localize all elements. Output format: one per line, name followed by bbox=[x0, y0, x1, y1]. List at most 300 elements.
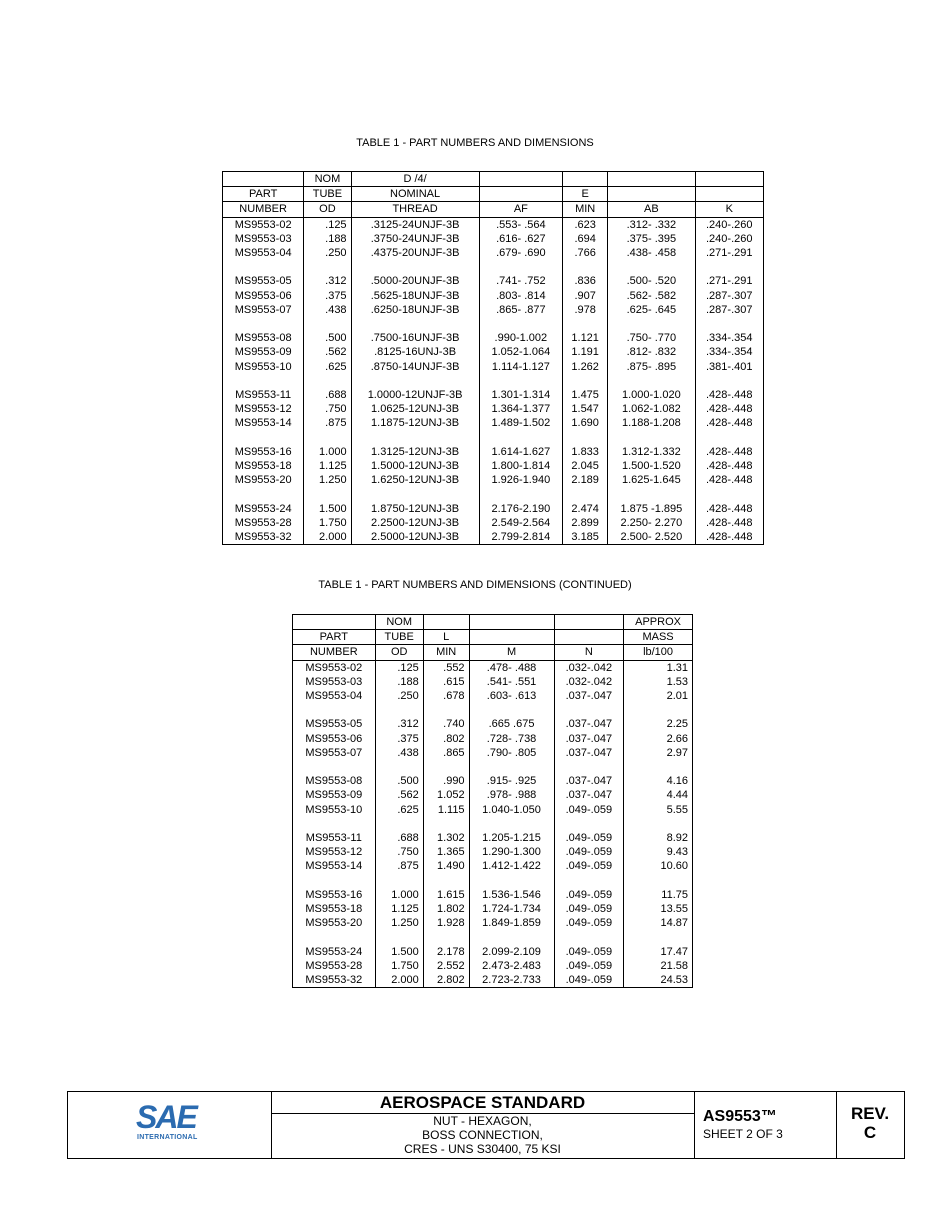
column-header: AB bbox=[608, 202, 695, 217]
column-header bbox=[479, 187, 563, 202]
table-cell: 21.58 bbox=[624, 959, 693, 973]
group-spacer bbox=[223, 260, 764, 274]
table-cell: 1.312-1.332 bbox=[608, 445, 695, 459]
title-block bbox=[67, 1091, 905, 1159]
table-cell: 1.928 bbox=[423, 916, 469, 930]
table-cell: .5000-20UNJF-3B bbox=[351, 274, 479, 288]
table-cell: MS9553-18 bbox=[293, 902, 376, 916]
table-cell: MS9553-16 bbox=[223, 445, 304, 459]
table-cell: .375- .395 bbox=[608, 232, 695, 246]
table-row bbox=[293, 973, 693, 988]
column-header: K bbox=[695, 202, 764, 217]
table-cell: 1.926-1.940 bbox=[479, 473, 563, 487]
table-row bbox=[223, 274, 764, 288]
table-cell: .5625-18UNJF-3B bbox=[351, 289, 479, 303]
description-line: CRES - UNS S30400, 75 KSI bbox=[404, 1142, 561, 1156]
column-header bbox=[563, 172, 608, 187]
table-cell: .978- .988 bbox=[469, 788, 554, 802]
table-cell: .562 bbox=[375, 788, 423, 802]
table-cell: MS9553-08 bbox=[293, 774, 376, 788]
table-cell: .766 bbox=[563, 246, 608, 260]
table-cell: 1.1875-12UNJ-3B bbox=[351, 416, 479, 430]
table-cell: MS9553-32 bbox=[223, 530, 304, 545]
table-cell: .616- .627 bbox=[479, 232, 563, 246]
table-cell: 1.062-1.082 bbox=[608, 402, 695, 416]
table-row bbox=[223, 331, 764, 345]
table-cell: 13.55 bbox=[624, 902, 693, 916]
table-cell: 1.875 -1.895 bbox=[608, 502, 695, 516]
table-cell: .978 bbox=[563, 303, 608, 317]
table-cell: 1.115 bbox=[423, 803, 469, 817]
table-cell: 1.302 bbox=[423, 831, 469, 845]
table-cell: .271-.291 bbox=[695, 246, 764, 260]
table-cell: 2.66 bbox=[624, 732, 693, 746]
table-cell: 2.099-2.109 bbox=[469, 945, 554, 959]
table-cell: .240-.260 bbox=[695, 232, 764, 246]
table-cell: MS9553-14 bbox=[293, 859, 376, 873]
table-cell: MS9553-12 bbox=[223, 402, 304, 416]
table-cell: .802 bbox=[423, 732, 469, 746]
table-cell: 1.0000-12UNJF-3B bbox=[351, 388, 479, 402]
table-row bbox=[223, 246, 764, 260]
table-cell: MS9553-07 bbox=[223, 303, 304, 317]
table-cell: 2.500- 2.520 bbox=[608, 530, 695, 545]
revision-value: C bbox=[863, 1123, 877, 1142]
table-cell: .312 bbox=[375, 717, 423, 731]
table-cell: .907 bbox=[563, 289, 608, 303]
table-cell: MS9553-16 bbox=[293, 888, 376, 902]
table-cell: .428-.448 bbox=[695, 402, 764, 416]
table-cell: 2.178 bbox=[423, 945, 469, 959]
table-cell: 2.045 bbox=[563, 459, 608, 473]
table-cell: .915- .925 bbox=[469, 774, 554, 788]
table-row bbox=[223, 473, 764, 487]
group-spacer bbox=[223, 374, 764, 388]
table-row bbox=[293, 803, 693, 817]
column-header bbox=[479, 172, 563, 187]
table-row bbox=[293, 888, 693, 902]
table-row bbox=[223, 232, 764, 246]
table-cell: .049-.059 bbox=[554, 803, 624, 817]
column-header bbox=[695, 187, 764, 202]
table-cell: 10.60 bbox=[624, 859, 693, 873]
table-cell: .623 bbox=[563, 217, 608, 232]
table-row bbox=[223, 289, 764, 303]
table-cell: 1.8750-12UNJ-3B bbox=[351, 502, 479, 516]
table-cell: 1.364-1.377 bbox=[479, 402, 563, 416]
table-cell: MS9553-04 bbox=[293, 689, 376, 703]
table-cell: 1.125 bbox=[304, 459, 351, 473]
sae-logo-subtitle: INTERNATIONAL bbox=[137, 1134, 198, 1141]
table-cell: 1.000 bbox=[375, 888, 423, 902]
table1-caption: TABLE 1 - PART NUMBERS AND DIMENSIONS bbox=[356, 137, 594, 149]
table-cell: 1.188-1.208 bbox=[608, 416, 695, 430]
logo-cell bbox=[68, 1092, 272, 1158]
table-cell: 1.547 bbox=[563, 402, 608, 416]
table-cell: .438 bbox=[375, 746, 423, 760]
table-cell: .049-.059 bbox=[554, 888, 624, 902]
table-cell: 3.185 bbox=[563, 530, 608, 545]
table-row bbox=[223, 303, 764, 317]
table-cell: .875- .895 bbox=[608, 360, 695, 374]
table-cell: .750 bbox=[304, 402, 351, 416]
column-header: APPROX bbox=[624, 615, 693, 630]
table-cell: .312 bbox=[304, 274, 351, 288]
table-cell: 2.474 bbox=[563, 502, 608, 516]
table-cell: MS9553-12 bbox=[293, 845, 376, 859]
table-cell: MS9553-02 bbox=[223, 217, 304, 232]
table1 bbox=[222, 171, 764, 545]
table-row bbox=[223, 360, 764, 374]
table-cell: 1.500 bbox=[304, 502, 351, 516]
table-cell: .032-.042 bbox=[554, 675, 624, 689]
table-cell: 1.750 bbox=[375, 959, 423, 973]
table-cell: 1.3125-12UNJ-3B bbox=[351, 445, 479, 459]
table-cell: .615 bbox=[423, 675, 469, 689]
table-cell: MS9553-07 bbox=[293, 746, 376, 760]
table-cell: 1.6250-12UNJ-3B bbox=[351, 473, 479, 487]
document-cell bbox=[694, 1092, 837, 1158]
table-cell: .562- .582 bbox=[608, 289, 695, 303]
table-cell: .625- .645 bbox=[608, 303, 695, 317]
table-row bbox=[223, 459, 764, 473]
table-cell: 1.301-1.314 bbox=[479, 388, 563, 402]
table-cell: 1.614-1.627 bbox=[479, 445, 563, 459]
table-cell: .478- .488 bbox=[469, 660, 554, 675]
table-cell: 1.121 bbox=[563, 331, 608, 345]
table-row bbox=[293, 945, 693, 959]
group-spacer bbox=[293, 760, 693, 774]
table-cell: 1.625-1.645 bbox=[608, 473, 695, 487]
table-cell: .049-.059 bbox=[554, 831, 624, 845]
group-spacer bbox=[293, 874, 693, 888]
table-cell: .312- .332 bbox=[608, 217, 695, 232]
table-row bbox=[293, 689, 693, 703]
table-cell: 2.01 bbox=[624, 689, 693, 703]
column-header: M bbox=[469, 645, 554, 660]
table-cell: 1.750 bbox=[304, 516, 351, 530]
table-cell: .990-1.002 bbox=[479, 331, 563, 345]
table-cell: 14.87 bbox=[624, 916, 693, 930]
sae-logo: SAE bbox=[136, 1099, 196, 1135]
table2 bbox=[292, 614, 693, 988]
table-cell: .7500-16UNJF-3B bbox=[351, 331, 479, 345]
table-cell: MS9553-02 bbox=[293, 660, 376, 675]
table-cell: 1.052-1.064 bbox=[479, 345, 563, 359]
table-cell: 1.5000-12UNJ-3B bbox=[351, 459, 479, 473]
table-cell: .125 bbox=[375, 660, 423, 675]
table-cell: .049-.059 bbox=[554, 859, 624, 873]
table-cell: .790- .805 bbox=[469, 746, 554, 760]
table-cell: 2.000 bbox=[304, 530, 351, 545]
table-cell: 1.802 bbox=[423, 902, 469, 916]
table-cell: 2.799-2.814 bbox=[479, 530, 563, 545]
table-cell: .287-.307 bbox=[695, 303, 764, 317]
table-cell: .428-.448 bbox=[695, 530, 764, 545]
table-cell: .541- .551 bbox=[469, 675, 554, 689]
table-cell: .428-.448 bbox=[695, 516, 764, 530]
table-cell: .037-.047 bbox=[554, 788, 624, 802]
column-header: NOM bbox=[375, 615, 423, 630]
table-cell: 2.176-2.190 bbox=[479, 502, 563, 516]
table-cell: MS9553-20 bbox=[293, 916, 376, 930]
header-row bbox=[223, 187, 764, 202]
table-cell: 8.92 bbox=[624, 831, 693, 845]
table-row bbox=[293, 675, 693, 689]
table-cell: 2.189 bbox=[563, 473, 608, 487]
table-cell: .679- .690 bbox=[479, 246, 563, 260]
table-cell: 1.040-1.050 bbox=[469, 803, 554, 817]
table-cell: .049-.059 bbox=[554, 973, 624, 988]
table-cell: MS9553-08 bbox=[223, 331, 304, 345]
table-row bbox=[223, 530, 764, 545]
table-cell: .625 bbox=[375, 803, 423, 817]
table-cell: 1.536-1.546 bbox=[469, 888, 554, 902]
table-cell: 2.000 bbox=[375, 973, 423, 988]
table-cell: .665 .675 bbox=[469, 717, 554, 731]
table-cell: MS9553-18 bbox=[223, 459, 304, 473]
header-row bbox=[223, 172, 764, 187]
table-cell: 1.125 bbox=[375, 902, 423, 916]
table-cell: .334-.354 bbox=[695, 331, 764, 345]
table-cell: 17.47 bbox=[624, 945, 693, 959]
table-cell: .4375-20UNJF-3B bbox=[351, 246, 479, 260]
column-header: NUMBER bbox=[293, 645, 376, 660]
table-cell: .500 bbox=[375, 774, 423, 788]
table-cell: MS9553-24 bbox=[223, 502, 304, 516]
table-cell: 2.473-2.483 bbox=[469, 959, 554, 973]
table-cell: 1.000-1.020 bbox=[608, 388, 695, 402]
table-cell: .271-.291 bbox=[695, 274, 764, 288]
table-cell: .428-.448 bbox=[695, 445, 764, 459]
table-cell: 2.723-2.733 bbox=[469, 973, 554, 988]
table-cell: .428-.448 bbox=[695, 459, 764, 473]
table-cell: .750 bbox=[375, 845, 423, 859]
table-cell: .500- .520 bbox=[608, 274, 695, 288]
table-row bbox=[223, 402, 764, 416]
description-line: NUT - HEXAGON, bbox=[433, 1114, 532, 1128]
table-cell: 2.899 bbox=[563, 516, 608, 530]
table-row bbox=[293, 717, 693, 731]
table-cell: MS9553-04 bbox=[223, 246, 304, 260]
column-header: NOMINAL bbox=[351, 187, 479, 202]
table-cell: .125 bbox=[304, 217, 351, 232]
table-cell: .865- .877 bbox=[479, 303, 563, 317]
table-cell: MS9553-24 bbox=[293, 945, 376, 959]
table-cell: 1.205-1.215 bbox=[469, 831, 554, 845]
table-cell: 4.44 bbox=[624, 788, 693, 802]
table-cell: .728- .738 bbox=[469, 732, 554, 746]
table-cell: 1.0625-12UNJ-3B bbox=[351, 402, 479, 416]
table-cell: 1.31 bbox=[624, 660, 693, 675]
table-cell: 1.690 bbox=[563, 416, 608, 430]
table-cell: 2.549-2.564 bbox=[479, 516, 563, 530]
table-cell: 1.365 bbox=[423, 845, 469, 859]
table-row bbox=[293, 788, 693, 802]
table-cell: .334-.354 bbox=[695, 345, 764, 359]
column-header bbox=[469, 630, 554, 645]
table-cell: .552 bbox=[423, 660, 469, 675]
table-cell: .250 bbox=[304, 246, 351, 260]
table-cell: .240-.260 bbox=[695, 217, 764, 232]
table-cell: 1.53 bbox=[624, 675, 693, 689]
column-header: E bbox=[563, 187, 608, 202]
table-cell: MS9553-03 bbox=[293, 675, 376, 689]
table-cell: .438 bbox=[304, 303, 351, 317]
column-header: TUBE bbox=[375, 630, 423, 645]
table-cell: 1.191 bbox=[563, 345, 608, 359]
table-cell: MS9553-28 bbox=[293, 959, 376, 973]
table-cell: MS9553-11 bbox=[223, 388, 304, 402]
column-header: OD bbox=[304, 202, 351, 217]
header-row bbox=[293, 645, 693, 660]
table-cell: .428-.448 bbox=[695, 416, 764, 430]
table-cell: MS9553-06 bbox=[293, 732, 376, 746]
table-row bbox=[223, 217, 764, 232]
column-header: NUMBER bbox=[223, 202, 304, 217]
table-cell: .375 bbox=[304, 289, 351, 303]
table-row bbox=[293, 732, 693, 746]
column-header: TUBE bbox=[304, 187, 351, 202]
table-cell: .428-.448 bbox=[695, 388, 764, 402]
column-header bbox=[423, 615, 469, 630]
table-cell: MS9553-32 bbox=[293, 973, 376, 988]
table-cell: .032-.042 bbox=[554, 660, 624, 675]
column-header bbox=[293, 615, 376, 630]
table-cell: .990 bbox=[423, 774, 469, 788]
column-header bbox=[554, 630, 624, 645]
table-cell: MS9553-20 bbox=[223, 473, 304, 487]
table-cell: .875 bbox=[304, 416, 351, 430]
table-cell: .438- .458 bbox=[608, 246, 695, 260]
table-cell: 2.552 bbox=[423, 959, 469, 973]
table-cell: .6250-18UNJF-3B bbox=[351, 303, 479, 317]
column-header: NOM bbox=[304, 172, 351, 187]
table-row bbox=[223, 516, 764, 530]
table-cell: 1.052 bbox=[423, 788, 469, 802]
table-cell: MS9553-05 bbox=[223, 274, 304, 288]
table-row bbox=[293, 774, 693, 788]
table-row bbox=[293, 845, 693, 859]
table-cell: .037-.047 bbox=[554, 732, 624, 746]
column-header: N bbox=[554, 645, 624, 660]
document-number: AS9553™ bbox=[703, 1108, 777, 1125]
table-cell: .037-.047 bbox=[554, 717, 624, 731]
column-header: PART bbox=[223, 187, 304, 202]
table-cell: 1.615 bbox=[423, 888, 469, 902]
table-cell: 2.97 bbox=[624, 746, 693, 760]
column-header: OD bbox=[375, 645, 423, 660]
table-cell: 2.25 bbox=[624, 717, 693, 731]
table-row bbox=[293, 959, 693, 973]
table-cell: .8125-16UNJ-3B bbox=[351, 345, 479, 359]
table-cell: .049-.059 bbox=[554, 959, 624, 973]
table-cell: .836 bbox=[563, 274, 608, 288]
table-cell: 1.800-1.814 bbox=[479, 459, 563, 473]
table-cell: .875 bbox=[375, 859, 423, 873]
column-header bbox=[223, 172, 304, 187]
table-row bbox=[223, 345, 764, 359]
table-row bbox=[293, 660, 693, 675]
table-row bbox=[293, 902, 693, 916]
table-cell: .803- .814 bbox=[479, 289, 563, 303]
table-cell: .740 bbox=[423, 717, 469, 731]
table-row bbox=[293, 831, 693, 845]
table-cell: 9.43 bbox=[624, 845, 693, 859]
table-cell: MS9553-11 bbox=[293, 831, 376, 845]
table-cell: .8750-14UNJF-3B bbox=[351, 360, 479, 374]
table-row bbox=[293, 746, 693, 760]
column-header: THREAD bbox=[351, 202, 479, 217]
table-cell: 1.849-1.859 bbox=[469, 916, 554, 930]
column-header bbox=[469, 615, 554, 630]
table-cell: .678 bbox=[423, 689, 469, 703]
table-cell: .188 bbox=[375, 675, 423, 689]
table-cell: .049-.059 bbox=[554, 916, 624, 930]
header-row bbox=[293, 630, 693, 645]
table-cell: .049-.059 bbox=[554, 845, 624, 859]
table2-caption: TABLE 1 - PART NUMBERS AND DIMENSIONS (CONTINUED) bbox=[318, 579, 632, 591]
column-header bbox=[695, 172, 764, 187]
table-cell: .553- .564 bbox=[479, 217, 563, 232]
table-cell: 5.55 bbox=[624, 803, 693, 817]
table-cell: MS9553-05 bbox=[293, 717, 376, 731]
table-cell: 1.290-1.300 bbox=[469, 845, 554, 859]
table-cell: 1.500 bbox=[375, 945, 423, 959]
table-cell: .428-.448 bbox=[695, 502, 764, 516]
table-cell: 1.250 bbox=[375, 916, 423, 930]
table-cell: .865 bbox=[423, 746, 469, 760]
table-cell: 1.833 bbox=[563, 445, 608, 459]
table-cell: .694 bbox=[563, 232, 608, 246]
table-cell: .287-.307 bbox=[695, 289, 764, 303]
table-row bbox=[223, 388, 764, 402]
table-cell: MS9553-10 bbox=[293, 803, 376, 817]
column-header bbox=[554, 615, 624, 630]
table-row bbox=[223, 502, 764, 516]
table-cell: MS9553-09 bbox=[223, 345, 304, 359]
table-cell: .037-.047 bbox=[554, 689, 624, 703]
table-cell: .500 bbox=[304, 331, 351, 345]
column-header: MIN bbox=[563, 202, 608, 217]
column-header bbox=[608, 187, 695, 202]
table-cell: .625 bbox=[304, 360, 351, 374]
description-line: BOSS CONNECTION, bbox=[422, 1128, 543, 1142]
column-header: AF bbox=[479, 202, 563, 217]
group-spacer bbox=[293, 930, 693, 944]
table-cell: 1.490 bbox=[423, 859, 469, 873]
table-cell: 1.475 bbox=[563, 388, 608, 402]
table-cell: 1.250 bbox=[304, 473, 351, 487]
table-cell: .428-.448 bbox=[695, 473, 764, 487]
table-cell: .049-.059 bbox=[554, 902, 624, 916]
table-cell: MS9553-06 bbox=[223, 289, 304, 303]
table-cell: .750- .770 bbox=[608, 331, 695, 345]
sheet-number: SHEET 2 OF 3 bbox=[703, 1127, 783, 1141]
table-cell: .381-.401 bbox=[695, 360, 764, 374]
group-spacer bbox=[223, 431, 764, 445]
part-description bbox=[271, 1114, 694, 1156]
table-row bbox=[223, 416, 764, 430]
table-row bbox=[293, 859, 693, 873]
table-cell: .812- .832 bbox=[608, 345, 695, 359]
group-spacer bbox=[223, 487, 764, 501]
table-cell: .603- .613 bbox=[469, 689, 554, 703]
table-cell: .3750-24UNJF-3B bbox=[351, 232, 479, 246]
table-cell: MS9553-14 bbox=[223, 416, 304, 430]
table-row bbox=[223, 445, 764, 459]
table-cell: 1.412-1.422 bbox=[469, 859, 554, 873]
